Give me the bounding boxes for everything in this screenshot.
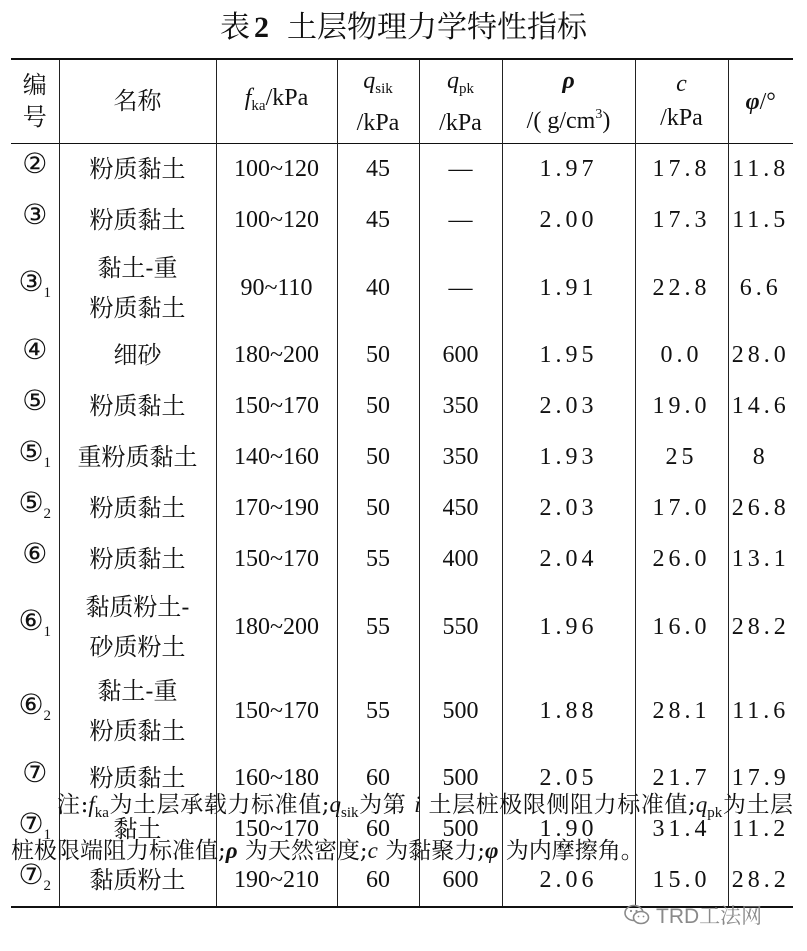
phi-symbol: φ xyxy=(745,88,760,115)
cell-name xyxy=(59,330,216,381)
name-line: 黏质粉土 xyxy=(89,866,186,894)
note-qsik-text: 为第 xyxy=(358,792,407,818)
header-qpk xyxy=(419,59,502,143)
qsik-symbol: q xyxy=(363,67,376,94)
cell-fka: 180~200 xyxy=(216,585,337,669)
cell-name xyxy=(59,381,216,432)
cell-c: 17.8 xyxy=(635,143,728,195)
cell-name xyxy=(59,483,216,534)
cell-fka: 160~180 xyxy=(216,753,337,804)
cell-rho: 2.03 xyxy=(502,483,635,534)
cell-qsik: 50 xyxy=(337,381,419,432)
cell-id xyxy=(11,669,59,753)
name-line: 黏土 xyxy=(113,815,162,843)
row-number: ③ xyxy=(18,265,44,298)
table-label: 表 xyxy=(220,10,250,45)
cell-qsik: 55 xyxy=(337,585,419,669)
rho-unit: /( g/cm xyxy=(526,108,596,135)
note-phi-symbol: φ xyxy=(484,838,499,863)
table-number: 2 xyxy=(254,11,269,44)
name-line: 粉质黏土 xyxy=(89,494,186,522)
cell-name xyxy=(59,432,216,483)
table-row xyxy=(11,432,793,483)
table-row xyxy=(11,195,793,246)
note-qsik-symbol: q xyxy=(329,792,342,817)
name-line: 粉质黏土 xyxy=(89,206,186,234)
note-fka-text: 为土层承载力标准值; xyxy=(108,792,330,818)
note-c-text: 为黏聚力; xyxy=(385,838,485,864)
cell-name xyxy=(59,585,216,669)
cell-qsik: 55 xyxy=(337,534,419,585)
row-number-subscript: 1 xyxy=(43,624,52,640)
cell-qpk: 450 xyxy=(419,483,502,534)
fka-symbol: f xyxy=(244,84,252,111)
cell-qpk: 600 xyxy=(419,330,502,381)
note-phi-text: 为内摩擦角。 xyxy=(505,838,644,864)
row-number: ⑦ xyxy=(18,806,44,840)
cell-c: 25 xyxy=(635,432,728,483)
cell-phi: 11.8 xyxy=(728,143,793,195)
rho-symbol: ρ xyxy=(562,68,575,95)
phi-unit: /° xyxy=(759,88,776,115)
name-line: 粉质黏土 xyxy=(89,293,186,322)
note-fka-symbol: f xyxy=(88,792,95,817)
cell-rho: 1.95 xyxy=(502,330,635,381)
name-line: 粉质黏土 xyxy=(89,545,186,573)
note-prefix: 注: xyxy=(57,792,89,818)
cell-c: 17.0 xyxy=(635,483,728,534)
name-line: 粉质黏土 xyxy=(89,155,186,183)
header-fka xyxy=(216,59,337,143)
cell-qpk: — xyxy=(419,195,502,246)
fka-unit: /kPa xyxy=(265,84,309,111)
row-number-subscript: 1 xyxy=(43,285,52,301)
cell-qsik: 55 xyxy=(337,669,419,753)
cell-rho: 2.04 xyxy=(502,534,635,585)
header-id-text: 编号 xyxy=(22,70,47,131)
cell-qpk: 500 xyxy=(419,669,502,753)
cell-qpk: 500 xyxy=(419,753,502,804)
cell-id xyxy=(11,534,59,585)
cell-c: 0.0 xyxy=(635,330,728,381)
table-row xyxy=(11,669,793,753)
cell-qpk: 350 xyxy=(419,381,502,432)
row-number: ⑤ xyxy=(18,485,44,519)
row-number: ⑦ xyxy=(22,755,48,789)
cell-id xyxy=(11,195,59,246)
cell-fka: 150~170 xyxy=(216,804,337,855)
cell-fka: 180~200 xyxy=(216,330,337,381)
cell-rho: 2.00 xyxy=(502,195,635,246)
cell-qsik: 50 xyxy=(337,483,419,534)
row-number: ③ xyxy=(22,197,48,231)
row-number-subscript: 2 xyxy=(43,505,52,522)
note-qpk-symbol: q xyxy=(695,792,708,817)
cell-qsik: 40 xyxy=(337,246,419,330)
qpk-subscript: pk xyxy=(459,80,474,97)
note-i-text: 土层桩极限侧阻力标准值; xyxy=(428,792,696,818)
qpk-symbol: q xyxy=(447,67,459,94)
header-qsik xyxy=(337,59,419,143)
cell-rho: 1.91 xyxy=(502,246,635,330)
cell-qpk: — xyxy=(419,246,502,330)
cell-qsik: 45 xyxy=(337,143,419,195)
cell-rho: 1.93 xyxy=(502,432,635,483)
cell-phi: 28.2 xyxy=(728,855,793,907)
row-number-subscript: 1 xyxy=(43,454,52,471)
cell-fka: 190~210 xyxy=(216,855,337,907)
row-number: ⑥ xyxy=(18,688,44,721)
name-line: 黏土-重 xyxy=(97,676,178,705)
row-number: ⑤ xyxy=(18,434,44,468)
cell-qsik: 50 xyxy=(337,432,419,483)
cell-fka: 150~170 xyxy=(216,381,337,432)
cell-fka: 140~160 xyxy=(216,432,337,483)
cell-qpk: 500 xyxy=(419,804,502,855)
header-name: 名称 xyxy=(59,59,216,143)
cell-phi: 17.9 xyxy=(728,753,793,804)
header-phi xyxy=(728,59,793,143)
header-c xyxy=(635,59,728,143)
table-row xyxy=(11,330,793,381)
qpk-unit: /kPa xyxy=(439,109,482,136)
cell-name xyxy=(59,143,216,195)
cell-c: 17.3 xyxy=(635,195,728,246)
cell-phi: 8 xyxy=(728,432,793,483)
name-line: 重粉质黏土 xyxy=(77,443,198,471)
cell-qpk: 350 xyxy=(419,432,502,483)
note-i-symbol: i xyxy=(414,792,421,817)
table-row xyxy=(11,246,793,330)
cell-c: 31.4 xyxy=(635,804,728,855)
table-row xyxy=(11,483,793,534)
cell-id xyxy=(11,330,59,381)
cell-qpk: 600 xyxy=(419,855,502,907)
cell-qpk: 400 xyxy=(419,534,502,585)
cell-c: 28.1 xyxy=(635,669,728,753)
name-line: 砂质粉土 xyxy=(89,632,186,661)
cell-phi: 11.5 xyxy=(728,195,793,246)
wechat-icon xyxy=(624,904,650,926)
cell-id xyxy=(11,246,59,330)
name-line: 细砂 xyxy=(113,341,162,369)
c-symbol: c xyxy=(676,71,687,98)
cell-c: 26.0 xyxy=(635,534,728,585)
cell-phi: 11.2 xyxy=(728,804,793,855)
rho-close: ) xyxy=(602,108,611,135)
cell-id xyxy=(11,483,59,534)
header-rho xyxy=(502,59,635,143)
cell-rho: 2.03 xyxy=(502,381,635,432)
row-number: ⑦ xyxy=(18,857,44,891)
name-line: 黏土-重 xyxy=(97,253,178,282)
cell-fka: 170~190 xyxy=(216,483,337,534)
watermark-text: TRD工法网 xyxy=(656,905,763,928)
row-number: ④ xyxy=(22,332,48,366)
cell-phi: 28.0 xyxy=(728,330,793,381)
cell-fka: 90~110 xyxy=(216,246,337,330)
table-row xyxy=(11,534,793,585)
table-title xyxy=(0,8,807,48)
row-number: ② xyxy=(22,146,48,180)
cell-name xyxy=(59,534,216,585)
cell-fka: 100~120 xyxy=(216,195,337,246)
cell-fka: 100~120 xyxy=(216,143,337,195)
cell-name xyxy=(59,669,216,753)
cell-id xyxy=(11,585,59,669)
cell-rho: 1.97 xyxy=(502,143,635,195)
cell-c: 16.0 xyxy=(635,585,728,669)
row-number-subscript: 1 xyxy=(43,826,52,843)
name-line: 粉质黏土 xyxy=(89,392,186,420)
note-rho-text: 为天然密度; xyxy=(244,838,368,864)
cell-phi: 6.6 xyxy=(728,246,793,330)
fka-subscript: ka xyxy=(251,97,266,114)
row-number: ⑤ xyxy=(22,383,48,417)
note-qpk-text: 为土层桩极限端阻力标准值; xyxy=(11,792,794,864)
cell-phi: 28.2 xyxy=(728,585,793,669)
cell-qsik: 45 xyxy=(337,195,419,246)
note-fka-subscript: ka xyxy=(94,805,109,821)
cell-qsik: 60 xyxy=(337,855,419,907)
note-rho-symbol: ρ xyxy=(225,838,238,863)
cell-fka: 150~170 xyxy=(216,534,337,585)
cell-phi: 14.6 xyxy=(728,381,793,432)
note-c-symbol: c xyxy=(367,838,378,863)
cell-rho: 1.88 xyxy=(502,669,635,753)
cell-qpk: — xyxy=(419,143,502,195)
name-line: 粉质黏土 xyxy=(89,764,186,792)
row-number: ⑥ xyxy=(22,536,48,570)
table-caption: 土层物理力学特性指标 xyxy=(287,10,587,45)
row-number-subscript: 2 xyxy=(43,877,52,894)
cell-qsik: 50 xyxy=(337,330,419,381)
cell-c: 21.7 xyxy=(635,753,728,804)
note-qpk-subscript: pk xyxy=(707,805,723,821)
cell-c: 22.8 xyxy=(635,246,728,330)
cell-id xyxy=(11,432,59,483)
watermark xyxy=(624,900,762,930)
cell-rho: 1.96 xyxy=(502,585,635,669)
cell-fka: 150~170 xyxy=(216,669,337,753)
name-line: 粉质黏土 xyxy=(89,716,186,745)
table-row xyxy=(11,585,793,669)
cell-name xyxy=(59,246,216,330)
cell-c: 19.0 xyxy=(635,381,728,432)
cell-rho: 1.90 xyxy=(502,804,635,855)
table-note xyxy=(11,786,793,870)
row-number-subscript: 2 xyxy=(43,708,52,724)
soil-properties-table xyxy=(11,58,793,908)
table-row xyxy=(11,381,793,432)
cell-phi: 11.6 xyxy=(728,669,793,753)
qsik-unit: /kPa xyxy=(356,109,400,136)
rho-exponent: 3 xyxy=(595,107,603,123)
qsik-subscript: sik xyxy=(375,80,393,97)
header-id xyxy=(11,59,59,143)
cell-qpk: 550 xyxy=(419,585,502,669)
cell-c: 15.0 xyxy=(635,855,728,907)
header-row xyxy=(11,59,793,143)
cell-id xyxy=(11,143,59,195)
cell-id xyxy=(11,381,59,432)
cell-qsik: 60 xyxy=(337,804,419,855)
cell-name xyxy=(59,195,216,246)
cell-phi: 13.1 xyxy=(728,534,793,585)
row-number: ⑥ xyxy=(18,604,44,637)
cell-qsik: 60 xyxy=(337,753,419,804)
note-qsik-subscript: sik xyxy=(341,805,359,821)
c-unit: /kPa xyxy=(660,105,703,132)
name-line: 黏质粉土- xyxy=(85,592,190,621)
cell-rho: 2.06 xyxy=(502,855,635,907)
cell-phi: 26.8 xyxy=(728,483,793,534)
cell-rho: 2.05 xyxy=(502,753,635,804)
table-row xyxy=(11,143,793,195)
